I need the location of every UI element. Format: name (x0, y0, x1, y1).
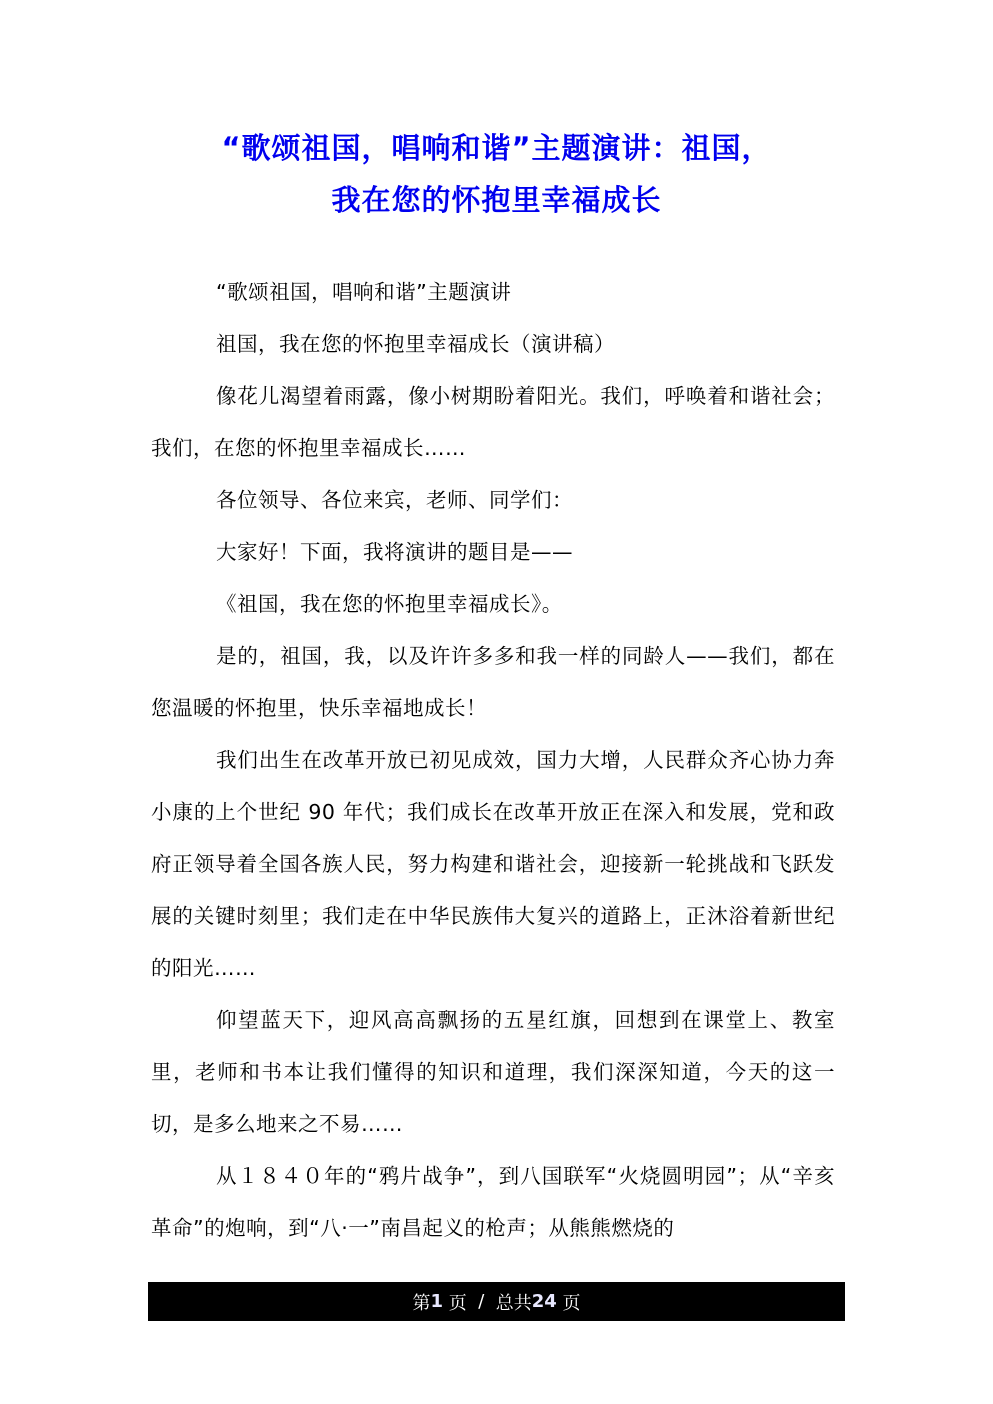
document-title (140, 122, 853, 226)
paragraph-subtitle: “歌颂祖国，唱响和谐”主题演讲 (216, 280, 512, 304)
page-prefix: 第 (412, 1292, 431, 1314)
title-line-2: 我在您的怀抱里幸福成长 (331, 183, 662, 217)
total-suffix: 页 (556, 1292, 581, 1314)
total-pages-number: 24 (531, 1291, 557, 1312)
paragraph-body: 是的，祖国，我，以及许许多多和我一样的同龄人——我们，都在您温暖的怀抱里，快乐幸福地成长！ (151, 644, 835, 720)
page-indicator-bar (148, 1282, 845, 1321)
page-suffix: 页 (443, 1292, 473, 1314)
current-page-number: 1 (430, 1291, 444, 1312)
total-prefix: 总共 (489, 1292, 532, 1314)
document-body (151, 266, 835, 1254)
paragraph-opening: 像花儿渴望着雨露，像小树期盼着阳光。我们，呼唤着和谐社会；我们，在您的怀抱里幸福成长…… (151, 384, 835, 460)
paragraph-greeting: 大家好！下面，我将演讲的题目是—— (216, 540, 573, 564)
paragraph-body: 我们出生在改革开放已初见成效，国力大增，人民群众齐心协力奔小康的上个世纪 90 年代；我们成长在改革开放正在深入和发展，党和政府正领导着全国各族人民，努力构建和谐社会，迎接新一轮挑战和飞跃发展的关键时刻里；我们走在中华民族伟大复兴的道路上，正沐浴着新世纪的阳光…… (151, 748, 835, 980)
paragraph-topic: 《祖国，我在您的怀抱里幸福成长》。 (216, 592, 563, 616)
page-separator: / (472, 1291, 490, 1312)
paragraph-body: 从１８４０年的“鸦片战争”，到八国联军“火烧圆明园”；从“辛亥革命”的炮响，到“八·一”南昌起义的枪声；从熊熊燃烧的 (151, 1164, 835, 1240)
paragraph-body: 仰望蓝天下，迎风高高飘扬的五星红旗，回想到在课堂上、教室里，老师和书本让我们懂得的知识和道理，我们深深知道，今天的这一切，是多么地来之不易…… (151, 1008, 835, 1136)
paragraph-salutation: 各位领导、各位来宾，老师、同学们： (216, 488, 573, 512)
title-line-1: “歌颂祖国，唱响和谐”主题演讲：祖国， (221, 131, 772, 165)
paragraph-speech-title: 祖国，我在您的怀抱里幸福成长（演讲稿） (216, 332, 615, 356)
